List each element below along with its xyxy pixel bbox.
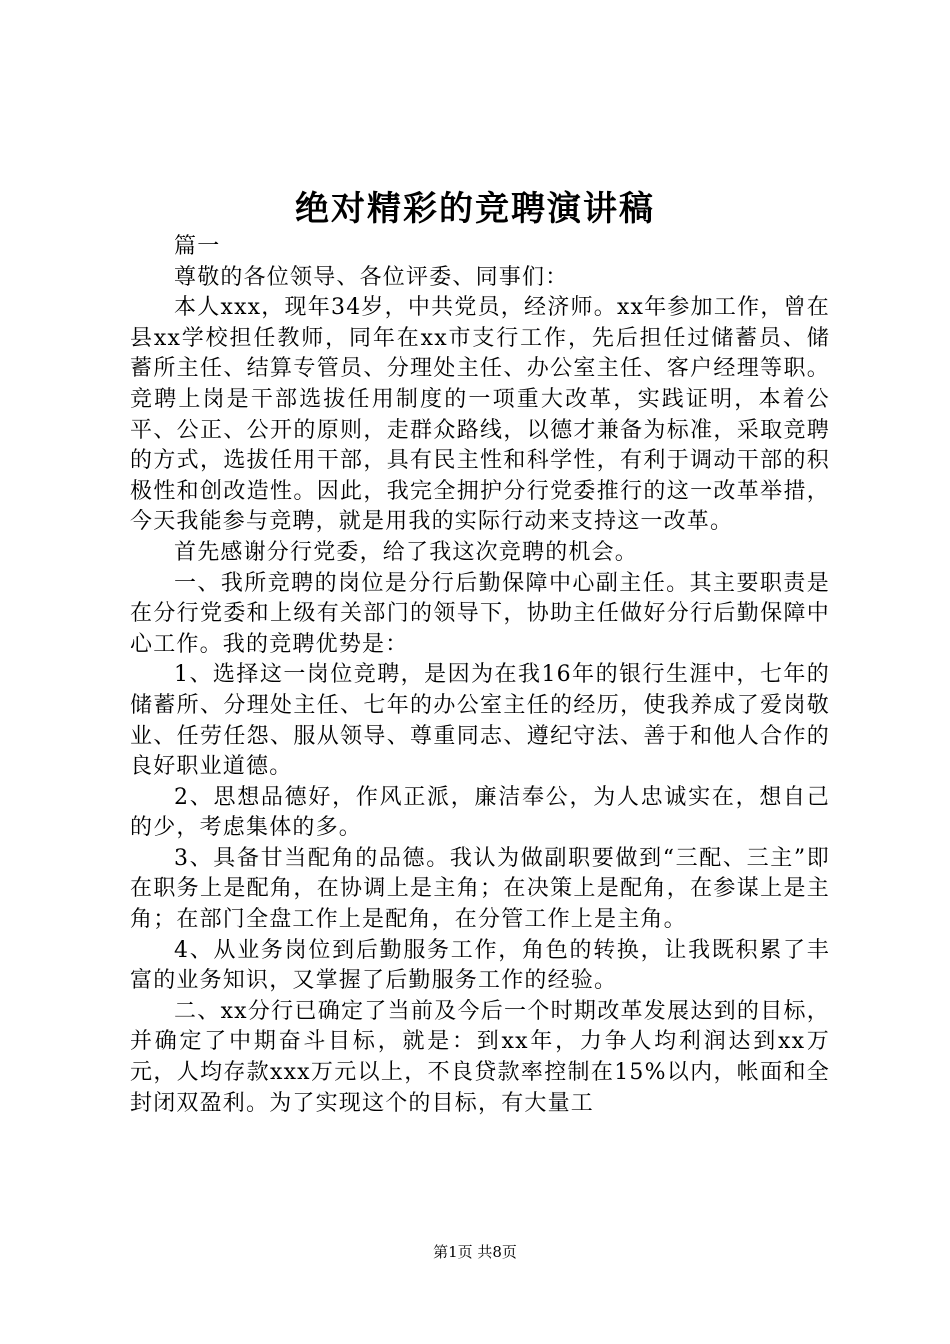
paragraph-self-introduction: 本人xxx，现年34岁，中共党员，经济师。xx年参加工作，曾在县xx学校担任教师，同年在xx市支行工作，先后担任过储蓄员、储蓄所主任、结算专管员、分理处主任、办公室主任、客户经理等职。竞聘上岗是干部选拔任用制度的一项重大改革，实践证明，本着公平、公正、公开的原则，走群众路线，以德才兼备为标准，采取竞聘的方式，选拔任用干部，具有民主性和科学性，有利于调动干部的积极性和创改造性。因此，我完全拥护分行党委推行的这一改革举措，今天我能参与竞聘，就是用我的实际行动来支持这一改革。 xyxy=(130,295,830,535)
paragraph-advantage-4: 4、从业务岗位到后勤服务工作，角色的转换，让我既积累了丰富的业务知识，又掌握了后勤服务工作的经验。 xyxy=(130,937,830,994)
document-title: 绝对精彩的竞聘演讲稿 xyxy=(295,189,655,229)
paragraph-thanks: 首先感谢分行党委，给了我这次竞聘的机会。 xyxy=(174,539,639,565)
paragraph-position: 一、我所竞聘的岗位是分行后勤保障中心副主任。其主要职责是在分行党委和上级有关部门的领导下，协助主任做好分行后勤保障中心工作。我的竞聘优势是： xyxy=(130,570,830,657)
page-number-footer: 第1页 共8页 xyxy=(433,1243,517,1261)
paragraph-goals: 二、xx分行已确定了当前及今后一个时期改革发展达到的目标，并确定了中期奋斗目标，就是：到xx年，力争人均利润达到xx万元，人均存款xxx万元以上，不良贷款率控制在15%以内，帐面和全封闭双盈利。为了实现这个的目标，有大量工 xyxy=(130,998,830,1116)
section-heading: 篇一 xyxy=(174,234,221,259)
paragraph-advantage-2: 2、思想品德好，作风正派，廉洁奉公，为人忠诚实在，想自己的少，考虑集体的多。 xyxy=(130,784,830,841)
document-body xyxy=(130,232,830,1119)
paragraph-advantage-3: 3、具备甘当配角的品德。我认为做副职要做到“三配、三主”即在职务上是配角，在协调上是主角；在决策上是配角，在参谋上是主角；在部门全盘工作上是配角，在分管工作上是主角。 xyxy=(130,845,830,933)
salutation: 尊敬的各位领导、各位评委、同事们： xyxy=(174,264,569,290)
paragraph-advantage-1: 1、选择这一岗位竞聘，是因为在我16年的银行生涯中，七年的储蓄所、分理处主任、七年的办公室主任的经历，使我养成了爱岗敬业、任劳任怨、服从领导、尊重同志、遵纪守法、善于和他人合作的良好职业道德。 xyxy=(130,662,830,780)
